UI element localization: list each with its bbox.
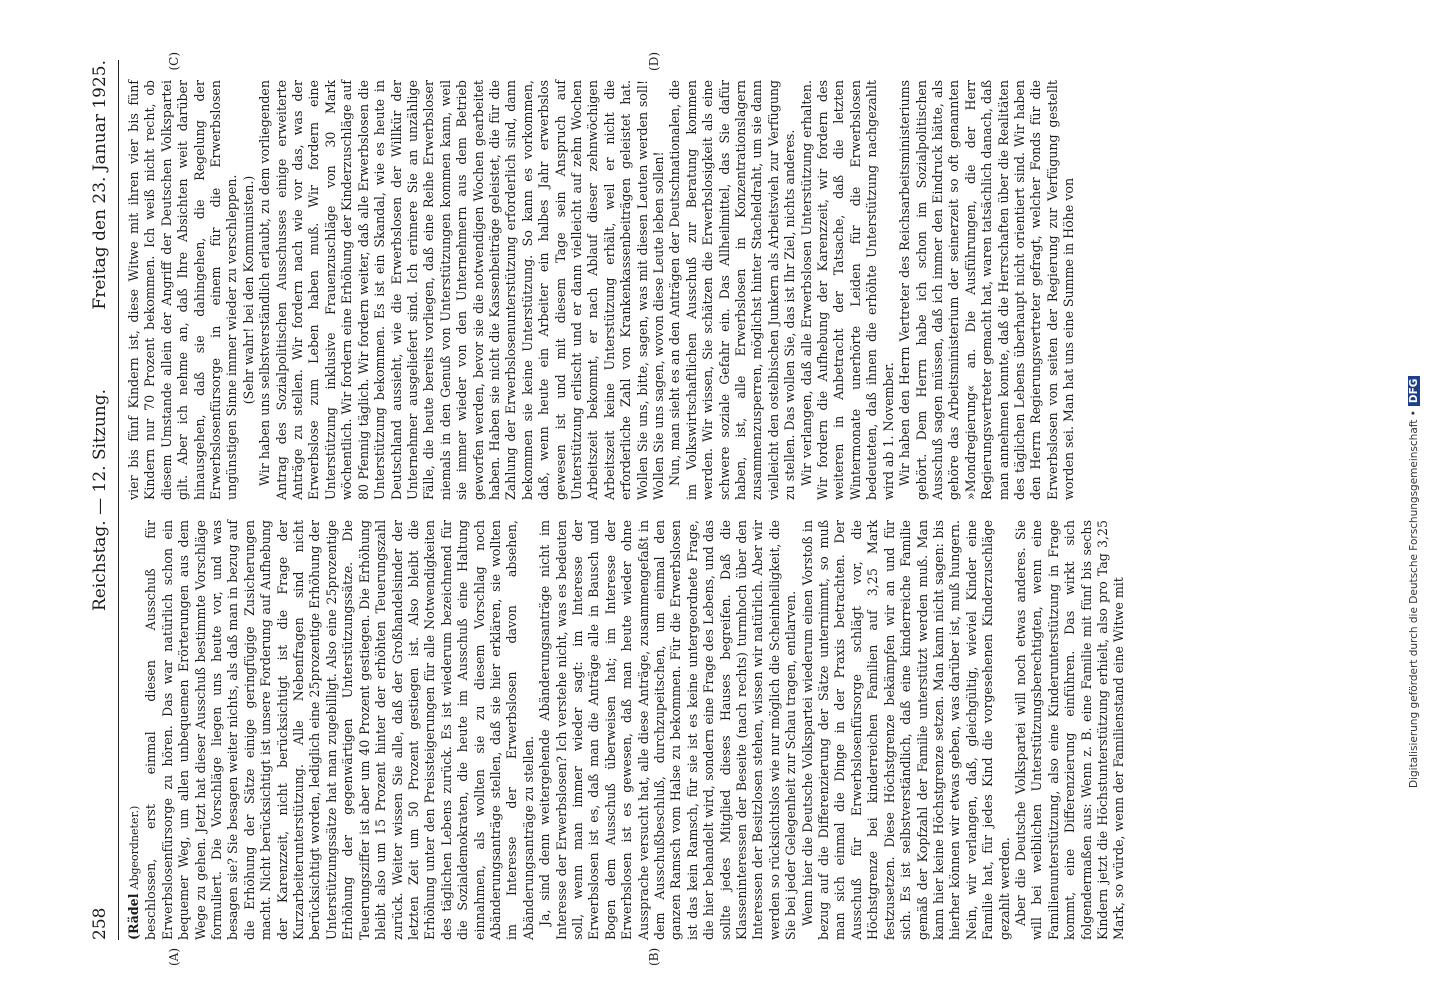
column-right — [126, 52, 1078, 500]
speaker-name: (Rädel — [126, 893, 141, 940]
document-page — [90, 52, 1340, 966]
session-title: Reichstag. — 12. Sitzung. — [90, 388, 110, 612]
paragraph: beschlossen, erst einmal diesen Ausschuß für Erwerbslosenfürsorge zu hören. Das war natürlich schon ein bequemer Weg, um allen unbequemen Erörterungen aus dem Wege zu gehen. Jetzt hat dieser Ausschuß bestimmte Vorschläge formuliert. Die Vorschläge liegen uns heute vor, und was besagen sie? Sie besagen weiter nichts, als daß man in bezug auf die Erhöhung der Sätze einige geringfügige Zusicherungen macht. Nicht berücksichtigt ist unsere Forderung auf Aufhebung der Karenzzeit, nicht berücksichtigt ist die Frage der Kurzarbeiterunterstützung. Alle Nebenfragen sind nicht berücksichtigt worden, lediglich eine 25prozentige Erhöhung der Unterstützungssätze hat man zugebilligt. Also eine 25prozentige Erhöhung der gegenwärtigen Unterstützungssätze. Die Teuerungsziffer ist aber um 40 Prozent gestiegen. Die Erhöhung bleibt also um 15 Prozent hinter der erhöhten Teuerungszahl zurück. Weiter wissen Sie alle, daß der Großhandelsinder der letzten Zeit um 50 Prozent gestiegen ist. Also bleibt die Erhöhung unter den Preissteigerungen für alle Notwendigkeiten des täglichen Lebens zurück. Es ist wiederum bezeichnend für die Sozialdemokraten, die heute im Ausschuß eine Haltung einnahmen, als wollten sie zu diesem Vorschlag noch Abänderungsanträge stellen, daß sie hier erklären, sie wollten im Interesse der Erwerbslosen davon absehen, Abänderungsanträge zu stellen. — [143, 520, 536, 940]
paragraph: vier bis fünf Kindern ist, diese Witwe mit ihren vier bis fünf Kindern nur 70 Prozent bekommen. Ich weiß nicht recht, ob diesem Umstande allein der Angriff der Deutschen Volkspartei gilt. Aber ich nehme an, daß Ihre Absichten weit darüber hinausgehen, daß sie dahingehen, die Regelung der Erwerbslosenfürsorge in einem für die Erwerbslosen ungünstigen Sinne immer wieder zu verschleppen. — [126, 80, 240, 500]
paragraph: Nun, man sieht es an den Anträgen der Deutschnationalen, die im Volkswirtschaftlichen Ausschuß zur Beratung kommen werden. Wir wissen, Sie schätzen die Erwerbslosigkeit als eine schwere soziale Gefahr ein. Das Allheilmittel, das Sie dafür haben, ist, alle Erwerbslosen in Konzentrationslagern zusammenzusperren, möglichst hinter Stacheldraht, um sie dann vielleicht den ostelbischen Junkern als Arbeitsvieh zur Verfügung zu stellen. Das wollen Sie, das ist Ihr Ziel, nichts anderes. — [667, 80, 798, 500]
interjection: (Sehr wahr! bei den Kommunisten.) — [240, 175, 256, 405]
column-left — [126, 520, 1128, 966]
margin-mark-d: (D) — [647, 52, 661, 71]
paragraph: Wir haben uns selbstverständlich erlaubt, zu dem vorliegenden Antrag des Sozialpolitischen Ausschusses einige erweiterte Anträge zu stellen. Wir fordern nach wie vor das, was der Erwerbslose zum Leben haben muß. Wir fordern eine Unterstützung inklusive Frauenzuschläge von 30 Mark wöchentlich. Wir fordern eine Erhöhung der Kinderzuschläge auf 80 Pfennig täglich. Wir fordern weiter, daß alle Erwerbslosen die Unterstützung bekommen. Es ist ein Skandal, wie es heute in Deutschland aussieht, wie die Erwerbslosen der Willkür der Unternehmer ausgeliefert sind. Ich erinnere Sie an unzählige Fälle, die heute bereits vorliegen, daß eine Reihe Erwerbsloser niemals in den Genuß von Unterstützungen kommen kann, weil sie immer wieder von den Unternehmern aus dem Betrieb geworfen werden, bevor sie die notwendigen Wochen gearbeitet haben. Haben sie nicht die Kassenbeiträge geleistet, die für die Zahlung der Erwerbslosenunterstützung erforderlich sind, dann bekommen sie keine Unterstützung. So kann es vorkommen, daß, wenn heute ein Arbeiter ein halbes Jahr erwerbslos gewesen ist und mit diesem Tage sein Anspruch auf Unterstützung erlischt und er dann vielleicht auf zehn Wochen Arbeitszeit bekommt, er nach Ablauf dieser zehnwöchigen Arbeitszeit keine Unterstützung erhält, weil er nicht die erforderliche Zahl von Krankenkassenbeiträgen geleistet hat. Wollen Sie uns, bitte, sagen, was mit diesen Leuten werden soll! Wollen Sie uns sagen, wovon diese Leute leben sollen! — [257, 80, 666, 500]
margin-mark-c: (C) — [167, 52, 181, 71]
paragraph: Wir verlangen, daß alle Erwerbslosen Unterstützung erhalten. Wir fordern die Aufhebung der Karenzzeit, wir fordern des weiteren in Anbetracht der Tatsache, daß die letzten Wintermonate unerhörte Leiden für die Erwerbslosen bedeuteten, daß ihnen die erhöhte Unterstützung nachgezahlt wird ab 1. November. — [798, 80, 896, 500]
paragraph: Wir haben den Herrn Vertreter des Reichsarbeitsministeriums gehört. Dem Herrn habe ich schon im Sozialpolitischen Ausschuß sagen müssen, daß ich immer den Eindruck hätte, als gehöre das Arbeitsministerium der seinerzeit so oft genannten »Mondregierung« an. Die Ausführungen, die der Herr Regierungsvertreter gemacht hat, waren tatsächlich danach, daß man annehmen konnte, daß die Herrschaften über die Realitäten des täglichen Lebens überhaupt nicht orientiert sind. Wir haben den Herrn Regierungsvertreter gefragt, welcher Fonds für die Erwerbslosen von seiten der Regierung zur Verfügung gestellt worden sei. Man hat uns eine Summe in Höhe von — [897, 80, 1077, 500]
margin-mark-b: (B) — [647, 947, 661, 966]
page-header — [90, 60, 120, 940]
session-date: Freitag den 23. Januar 1925. — [90, 60, 110, 310]
paragraph: Aber die Deutsche Volkspartei will noch etwas anderes. Sie will bei weiblichen Unterstützungsberechtigten, wenn eine Familienunterstützung, also eine Kinderunterstützung in Frage kommt, eine Differenzierung einführen. Das wirkt sich folgendermaßen aus: Wenn z. B. eine Familie mit fünf bis sechs Kindern jetzt die Höchstunterstützung erhielt, also pro Tag 3,25 Mark, so würde, wenn der Familienstand eine Witwe mit — [1012, 520, 1127, 940]
margin-mark-a: (A) — [167, 947, 181, 966]
page-number: 258 — [90, 907, 110, 940]
digitization-credit — [1408, 8, 1428, 788]
credit-text: Digitalisierung gefördert durch die Deutsche Forschungsgemeinschaft • — [1408, 410, 1420, 788]
speaker-line — [126, 520, 143, 940]
paragraph: Ja, sind denn weitergehende Abänderungsanträge nicht im Interesse der Erwerbslosen? Ich verstehe nicht, was es bedeuten soll, wenn man immer wieder sagt: im Interesse der Erwerbslosen ist es, daß man die Anträge alle in Bausch und Bogen dem Ausschuß überweisen hat; im Interesse der Erwerbslosen ist es gewesen, daß man heute wieder ohne Aussprache versucht hat, alle diese Anträge, zusammengefaßt in dem Ausschußbeschluß, durchzupeitschen, um einmal den ganzen Ramsch vom Halse zu bekommen. Für die Erwerbslosen ist das kein Ramsch, für sie ist es keine untergeordnete Frage, die hier behandelt wird, sondern eine Frage des Lebens, und das sollte jedes Mitglied dieses Hauses begreifen. Daß die Klasseninteressen der Beseite (nach rechts) turmhoch über den Interessen der Besitzlosen stehen, wissen wir natürlich. Aber wir werden so rücksichtslos wie nur möglich die Scheinheiligkeit, die Sie bei jeder Gelegenheit zur Schau tragen, entlarven. — [537, 520, 799, 940]
dfg-logo: DFG — [1408, 376, 1420, 407]
speaker-role: Abgeordneter.) — [128, 805, 141, 890]
paragraph: Wenn hier die Deutsche Volkspartei wiederum einen Vorstoß in bezug auf die Differenzierung der Sätze unternimmt, so muß man sich einmal die Dinge in der Praxis betrachten. Der Ausschuß für Erwerbslosenfürsorge schlägt vor, die Höchstgrenze bei kinderreichen Familien auf 3,25 Mark festzusetzen. Diese Höchstgrenze bekämpfen wir an und für sich. Es ist selbstverständlich, daß eine kinderreiche Familie gemäß der Kopfzahl der Familie unterstützt werden muß. Man kann hier keine Höchstgrenze setzen. Man kann nicht sagen: bis hierher können wir etwas geben, was darüber ist, muß hungern. Nein, wir verlangen, daß, gleichgültig, wieviel Kinder eine Familie hat, für jedes Kind die vorgesehenen Kinderzuschläge gezahlt werden. — [799, 520, 1012, 940]
header-rule — [118, 60, 119, 940]
